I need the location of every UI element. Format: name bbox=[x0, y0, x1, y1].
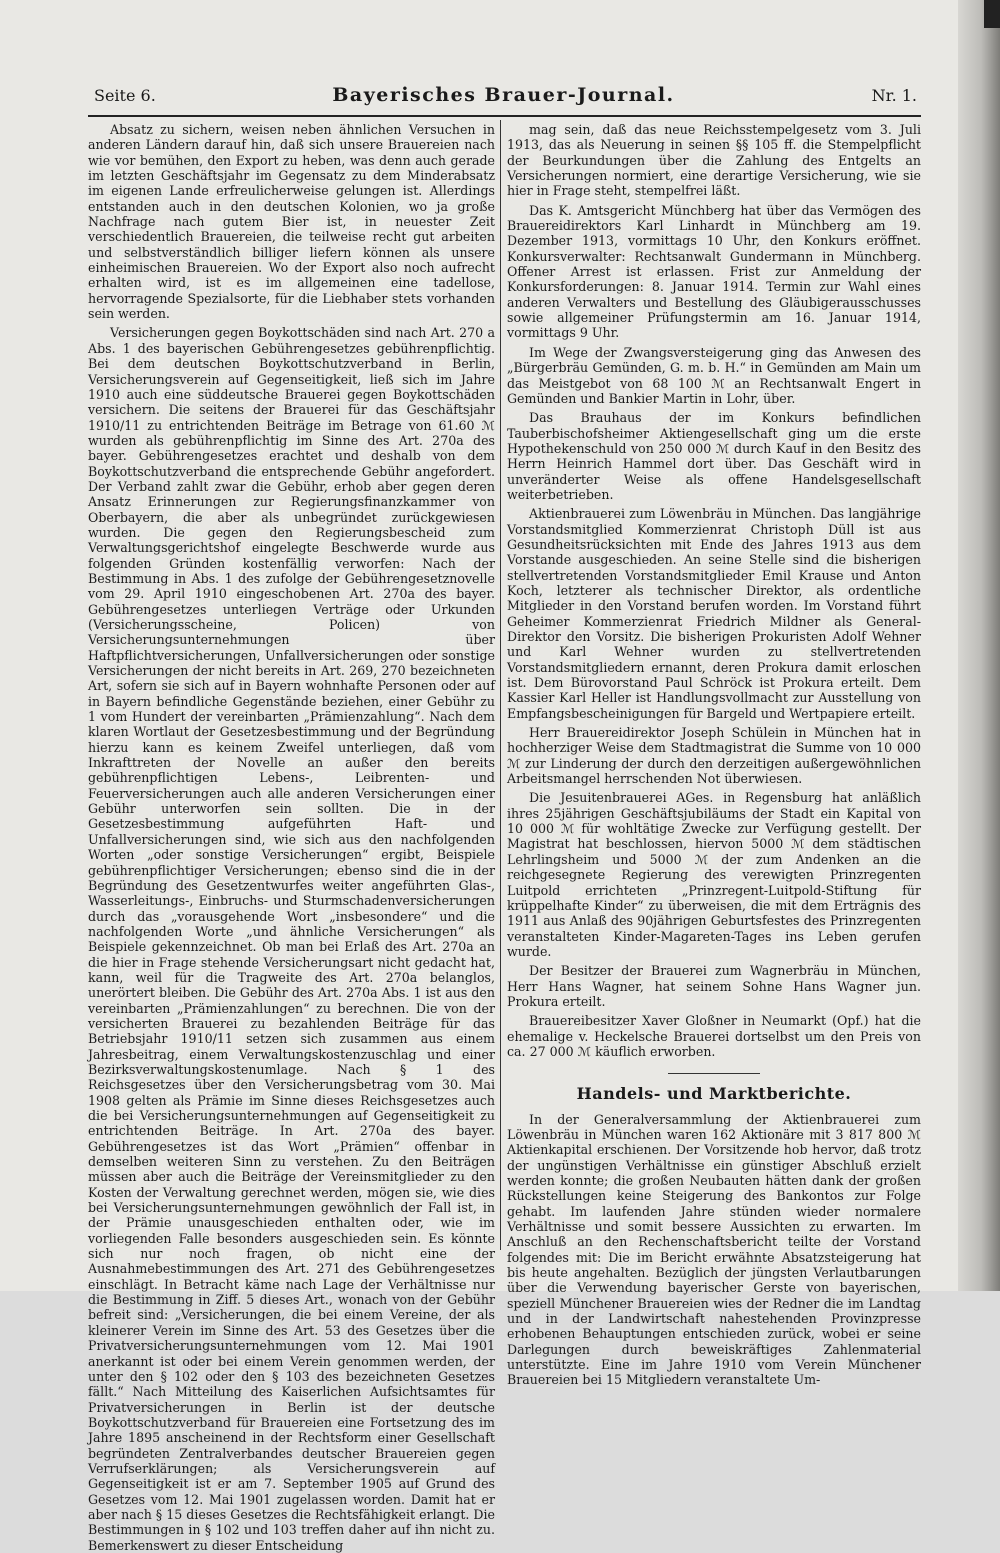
section-title: Handels- und Marktberichte. bbox=[576, 1084, 852, 1104]
right-column bbox=[507, 122, 921, 1388]
article-paragraph: Brauereibesitzer Xaver Gloßner in Neumarkt (Opf.) hat die ehemalige v. Heckelsche Brauerei dortselbst um den Preis von ca. 27 000 ℳ käuflich erworben. bbox=[507, 1013, 921, 1059]
article-paragraph: Das K. Amtsgericht Münchberg hat über das Vermögen des Brauereidirektors Karl Linhardt in Münchberg am 19. Dezember 1913, vormittags 10 Uhr, den Konkurs eröffnet. Konkursverwalter: Rechtsanwalt Gundermann in Münchberg. Offener Arrest ist erlassen. Frist zur Anmeldung der Konkursforderungen: 8. Januar 1914. Termin zur Wahl eines anderen Verwalters und Bestellung des Gläubigerausschusses sowie allgemeiner Prüfungstermin am 16. Januar 1914, vormittags 9 Uhr. bbox=[507, 202, 921, 341]
section-rule bbox=[668, 1073, 760, 1074]
page-binding-edge bbox=[958, 0, 1000, 1291]
article-paragraph: Aktienbrauerei zum Löwenbräu in München. Das langjährige Vorstandsmitglied Kommerzienrat Christoph Düll ist aus Gesundheitsrücksichten mit Ende des Jahres 1913 aus dem Vorstande ausgeschieden. An seine Stelle sind die bisherigen stellvertretenden Vorstandsmitglieder Emil Krause und Anton Koch, letzterer als technischer Direktor, als ordentliche Mitglieder in den Vorstand berufen worden. Im Vorstand führt Geheimer Kommerzienrat Friedrich Mildner als General-Direktor den Vorsitz. Die bisherigen Prokuristen Adolf Wehner und Karl Wehner wurden zu stellvertretenden Vorstandsmitgliedern ernannt, deren Prokura damit erloschen ist. Dem Bürovorstand Paul Schröck ist Prokura erteilt. Dem Kassier Karl Heller ist Handlungsvollmacht zur Ausstellung von Empfangsbescheinigungen für Bargeld und Wertpapiere erteilt. bbox=[507, 506, 921, 721]
article-paragraph: Herr Brauereidirektor Joseph Schülein in München hat in hochherziger Weise dem Stadtmagistrat die Summe von 10 000 ℳ zur Linderung der durch den derzeitigen außergewöhnlichen Arbeitsmangel herrschenden Not überwiesen. bbox=[507, 725, 921, 787]
page-number: Seite 6. bbox=[94, 86, 156, 105]
article-paragraph: Versicherungen gegen Boykottschäden sind nach Art. 270 a Abs. 1 des bayerischen Gebührengesetzes gebührenpflichtig. Bei dem deutschen Boykottschutzverband in Berlin, Versicherungsverein auf Gegenseitigkeit, ließ sich im Jahre 1910 auch eine süddeutsche Brauerei gegen Boykottschäden versichern. Die seitens der Brauerei für das Geschäftsjahr 1910/11 zu entrichtenden Beiträge im Betrage von 61.60 ℳ wurden als gebührenpflichtig im Sinne des Art. 270a des bayer. Gebührengesetzes erachtet und deshalb von dem Boykottschutzverband die entsprechende Gebühr angefordert. Der Verband zahlt zwar die Gebühr, erhob aber gegen deren Ansatz Erinnerungen zur Regierungsfinanzkammer von Oberbayern, die aber als unbegründet zurückgewiesen wurden. Die gegen den Regierungsbescheid zum Verwaltungsgerichtshof eingelegte Beschwerde wurde aus folgenden Gründen kostenfällig verworfen: Nach der Bestimmung in Abs. 1 des zufolge der Gebührengesetznovelle vom 29. April 1910 eingeschobenen Art. 270a des bayer. Gebührengesetzes unterliegen Verträge oder Urkunden (Versicherungsscheine, Policen) von Versicherungsunternehmungen über Haftpflichtversicherungen, Unfallversicherungen oder sonstige Versicherungen der nicht bereits in Art. 269, 270 bezeichneten Art, sofern sie sich auf in Bayern wohnhafte Personen oder auf in Bayern befindliche Gegenstände beziehen, einer Gebühr zu 1 vom Hundert der vereinbarten „Prämienzahlung“. Nach dem klaren Wortlaut der Gesetzesbestimmung und der Begründung hierzu kann es keinem Zweifel unterliegen, daß vom Inkrafttreten der Novelle an außer den bereits gebührenpflichtigen Lebens-, Leibrenten- und Feuerversicherungen auch alle anderen Versicherungen einer Gebühr unterworfen sein sollten. Die in der Gesetzesbestimmung aufgeführten Haft- und Unfallversicherungen sind, wie sich aus den nachfolgenden Worten „oder sonstige Versicherungen“ ergibt, Beispiele gebührenpflichtiger Versicherungen; ebenso sind die in der Begründung des Gesetzentwurfes weiter angeführten Glas-, Wasserleitungs-, Einbruchs- und Sturmschadenversicherungen durch das „vorausgehende Wort „insbesondere“ und die nachfolgenden Worte „und ähnliche Versicherungen“ als Beispiele gekennzeichnet. Ob man bei Erlaß des Art. 270a an die hier in Frage stehende Versicherungsart nicht gedacht hat, kann, weil für die Tragweite des Art. 270a belanglos, unerörtert bleiben. Die Gebühr des Art. 270a Abs. 1 ist aus den vereinbarten „Prämienzahlungen“ zu berechnen. Die von der versicherten Brauerei zu bezahlenden Beiträge für das Betriebsjahr 1910/11 setzen sich zusammen aus einem Jahresbeitrag, einem Verwaltungskostenzuschlag und einer Bezirksverwaltungskostenumlage. Nach § 1 des Reichsgesetzes über den Versicherungsbetrag vom 30. Mai 1908 gelten als Prämie im Sinne dieses Reichsgesetzes auch die bei Versicherungsunternehmungen auf Gegenseitigkeit zu entrichtenden Beiträge. In Art. 270a des bayer. Gebührengesetzes ist das Wort „Prämien“ offenbar in demselben weiteren Sinn zu verstehen. Zu den Beiträgen müssen aber auch die Beiträge der Vereinsmitglieder zu den Kosten der Verwaltung gerechnet werden, mögen sie, wie dies bei Versicherungsunternehmungen gewöhnlich der Fall ist, in der Prämie unausgeschieden enthalten oder, wie im vorliegenden Falle besonders ausgeschieden sein. Es könnte sich nur noch fragen, ob nicht eine der Ausnahmebestimmungen des Art. 271 des Gebührengesetzes einschlägt. In Betracht käme nach Lage der Verhältnisse nur die Bestimmung in Ziff. 5 dieses Art., wonach von der Gebühr befreit sind: „Versicherungen, die bei einem Vereine, der als kleinerer Verein im Sinne des Art. 53 des Gesetzes über die Privatversicherungsunternehmungen vom 12. Mai 1901 anerkannt ist oder bei einem Verein genommen werden, der unter den § 102 oder den § 103 des bezeichneten Gesetzes fällt.“ Nach Mitteilung des Kaiserlichen Aufsichtsamtes für Privatversicherungen in Berlin ist der deutsche Boykottschutzverband für Brauereien eine Fortsetzung des im Jahre 1895 anscheinend in der Rechtsform einer Gesellschaft begründeten Zentralverbandes deutscher Brauereien gegen Verrufserklärungen; als Versicherungsverein auf Gegenseitigkeit ist er am 7. September 1905 auf Grund des Gesetzes vom 12. Mai 1901 zugelassen worden. Damit hat er aber nach § 15 dieses Gesetzes die Rechtsfähigkeit erlangt. Die Bestimmungen in § 102 und 103 treffen daher auf ihn nicht zu. Bemerkenswert zu dieser Entscheidung bbox=[88, 325, 495, 1553]
page-header bbox=[86, 84, 921, 112]
article-paragraph: Das Brauhaus der im Konkurs befindlichen Tauberbischofsheimer Aktiengesellschaft ging um die erste Hypothekenschuld von 250 000 ℳ durch Kauf in den Besitz des Herrn Heinrich Hammel dort über. Das Geschäft wird in unveränderter Weise als offene Handelsgesellschaft weiterbetrieben. bbox=[507, 410, 921, 502]
binding-corner-shadow bbox=[984, 0, 1000, 28]
article-paragraph: mag sein, daß das neue Reichsstempelgesetz vom 3. Juli 1913, das als Neuerung in seinen §§ 105 ff. die Stempelpflicht der Beurkundungen über die Zahlung des Entgelts an Versicherungen normiert, eine derartige Versicherung, wie sie hier in Frage steht, stempelfrei läßt. bbox=[507, 122, 921, 199]
left-column bbox=[88, 122, 495, 1553]
column-divider bbox=[500, 120, 501, 1250]
article-paragraph: In der Generalversammlung der Aktienbrauerei zum Löwenbräu in München waren 162 Aktionäre mit 3 817 800 ℳ Aktienkapital erschienen. Der Vorsitzende hob hervor, daß trotz der ungünstigen Verhältnisse ein günstiger Abschluß erzielt werden konnte; die großen Neubauten hätten dank der großen Rückstellungen keine Steigerung des Bankontos zur Folge gehabt. Im laufenden Jahre stünden wieder normalere Verhältnisse und somit bessere Aussichten zu erwarten. Im Anschluß an den Rechenschaftsbericht teilte der Vorstand folgendes mit: Die im Bericht erwähnte Absatzsteigerung hat bis heute angehalten. Bezüglich der jüngsten Verlautbarungen über die Verwendung bayerischer Gerste von bayerischen, speziell Münchener Brauereien wies der Redner die im Landtag und in der Landwirtschaft nahestehenden Provinzpresse erhobenen Behauptungen entschieden zurück, wobei er seine Darlegungen durch beweiskräftiges Zahlenmaterial unterstützte. Eine im Jahre 1910 vom Verein Münchener Brauereien bei 15 Mitgliedern veranstaltete Um- bbox=[507, 1111, 921, 1388]
journal-title: Bayerisches Brauer-Journal. bbox=[332, 84, 675, 106]
article-paragraph: Absatz zu sichern, weisen neben ähnlichen Versuchen in anderen Ländern darauf hin, daß sich unsere Brauereien nach wie vor bemühen, den Export zu heben, was denn auch gerade im letzten Geschäftsjahr im Gegensatz zu dem Minderabsatz im eigenen Lande erfreulicherweise gelungen ist. Allerdings entstanden auch in den deutschen Kolonien, wo ja große Nachfrage nach gutem Bier ist, in neuester Zeit verschiedentlich Brauereien, die teilweise recht gut arbeiten und selbstverständlich billiger liefern können als unsere einheimischen Brauereien. Wo der Export also noch aufrecht erhalten wird, ist es im allgemeinen eine tadellose, hervorragende Spezialsorte, für die Liebhaber stets vorhanden sein werden. bbox=[88, 122, 495, 322]
article-paragraph: Die Jesuitenbrauerei AGes. in Regensburg hat anläßlich ihres 25jährigen Geschäftsjubiläums der Stadt ein Kapital von 10 000 ℳ für wohltätige Zwecke zur Verfügung gestellt. Der Magistrat hat beschlossen, hiervon 5000 ℳ dem städtischen Lehrlingsheim und 5000 ℳ der zum Andenken an die reichgesegnete Regierung des verewigten Prinzregenten Luitpold errichteten „Prinzregent-Luitpold-Stiftung für krüppelhafte Kinder“ zu überweisen, die mit dem Erträgnis des 1911 aus Anlaß des 90jährigen Geburtsfestes des Prinzregenten veranstalteten Kinder-Magareten-Tages ins Leben gerufen wurde. bbox=[507, 790, 921, 959]
header-rule bbox=[88, 115, 921, 117]
article-paragraph: Im Wege der Zwangsversteigerung ging das Anwesen des „Bürgerbräu Gemünden, G. m. b. H.“ in Gemünden am Main um das Meistgebot von 68 100 ℳ an Rechtsanwalt Engert in Gemünden und Bankier Martin in Lohr, über. bbox=[507, 344, 921, 406]
article-paragraph: Der Besitzer der Brauerei zum Wagnerbräu in München, Herr Hans Wagner, hat seinem Sohne Hans Wagner jun. Prokura erteilt. bbox=[507, 963, 921, 1009]
issue-number: Nr. 1. bbox=[871, 86, 917, 105]
